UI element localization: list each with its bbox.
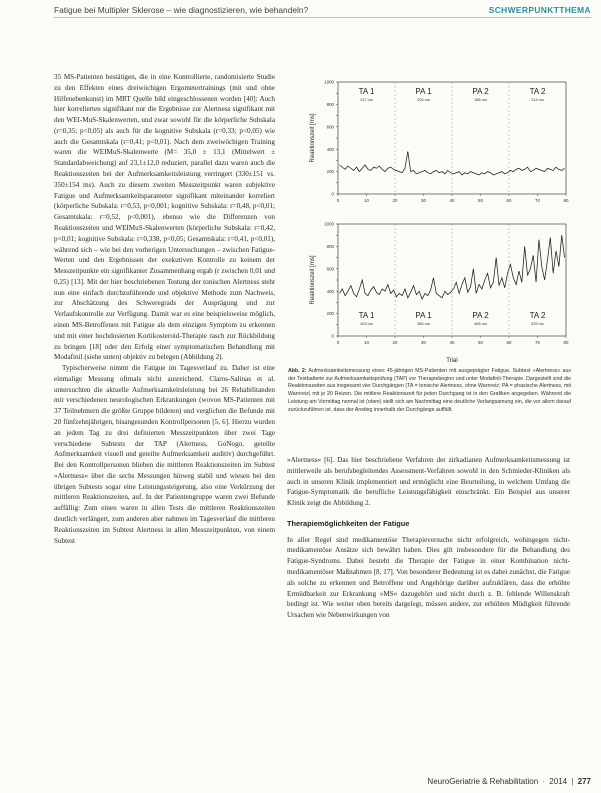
y-tick-label: 800 — [326, 102, 334, 107]
segment-mean: 227 ms — [360, 98, 373, 102]
y-tick-label: 1000 — [324, 79, 334, 85]
left-paragraph-2: Typischerweise nimmt die Fatigue im Tagesverlauf zu. Daher ist eine einmalige Messung oftmals nicht ausreichend. Claros-Salinas et al. untersuchten die aktuelle Aufmerksamkeitsleistung bei 26 Rehabilitanden mit verschiedenen neurologischen Erkrankungen (wovon MS-Patienten mit 37 Teilnehmern die größte Gruppe bildeten) und verglichen die Befunde mit 20 fünfzehnjährigen, bisangesunden Kontrollpersonen [5, 6]. Hierzu wurden an jedem Tag zu drei definierten Messzeitpunkten über zwei Tage verschiedene Subtests der TAP (Alertness, GoNogo, geteilte Aufmerksamkeit visuell und geteilte Aufmerksamkeit auditiv) durchgeführt. Bei den Kontrollpersonen blieben die mittleren Reaktionszeiten im Subtest »Alertness« über die sechs Messungen hinweg stabil und wiesen bei den übrigen Subtests sogar eine Leistungssteigerung, also eine Verkürzung der mittleren Reaktionszeiten, auf. In der Patientengruppe waren zwei Befunde auffällig: Zum einen waren in allen Tests die mittleren Reaktionszeiten deutlich verlängert, zum anderen aber nahmen im Tagesverlauf die mittleren Reaktionszeiten im Subtest Alertness in allen Messzeitpunkten, von einem Subtest — [54, 364, 275, 545]
x-tick-label: 60 — [506, 198, 512, 203]
segment-mean: 186 ms — [474, 98, 487, 102]
y-tick-label: 600 — [326, 266, 334, 272]
left-paragraph-1: 35 MS-Patienten bestätigen, die in eine Kontrollierte, randomisierte Studie zu den Effekten eines dreiwöchigen Ergometertrainings (mit und ohne Hilfenebenkunst) im MRT Quelle bild eingeschlossenen worden [40]: Auch hier korrelierten signifikant nur die Ergebnisse zur Alertness signifikant mit den WEI-MuS-Skalenwerten, und zwar sowohl für die körperliche Subskala (r=0,35; p<0,05) als auch für die kognitive Subskala (r=0,33; p<0,05) wie auch die Gesamtskala (r=0,41; p<0,01). Nach dem zweiwöchigen Training waren die WEIMuS-Skalenwerte (M= 35,0 ± 13,1 (Mittelwert ± Standardabweichung) auf 23,1±12,0 reduziert, parallel dazu waren auch die Reaktionszeiten bei der Aufmerksamkeitsleistung verringert (330±151 vs. 350±154 ms). Auch zu diesem zweiten Messzeitpunkt waren subjektive Fatigue und Aufmerksamkeitsparameter signifikant miteinander korreliert (körperliche Subskala: r=0,53, p<0,001; kognitive Subskala: r=0,48, p<0,01; Gesamtskala: r=0,52, p<0,001), ebenso wie die Differenzen von Reaktionszeiten und WEIMuS-Skalenwerten (körperliche Subskala: r=0,42, p<0,01; kognitive Subskala: r=0,338, p<0,05; Gesamtskala: r=0,41, p<0,01), während sich – wie bei den vorherigen Untersuchungen – zwischen Fatigue-Werten und den Ergebnissen der exekutiven Kontrolle zu keinem der Messzeitpunkte ein signifikanter Zusammenhang ergab (r zwischen 0,01 und 0,25) [13]. Mit der hier beschriebenen Testung der tonischen Alertness steht nun eine einfach durchzuführende und objektive Methode zum Nachweis, zur Abschätzung des Schweregrads der Ausprägung und zur Verlaufskontrolle zur Verfügung. Damit war es eine beispielsweise möglich, einen MS-Betroffenen mit Fatigue als dem einzigen Symptom zu erkennen und mit einer hochdosierten Kortikosteroid-Therapie rasch zur Rückbildung zu bringen [18] oder den Erfolg einer symptomatischen Behandlung mit Modafinil (siehe unten) objektiv zu belegen (Abbildung 2). — [54, 73, 275, 362]
segment-label: PA 1 — [415, 87, 432, 96]
y-axis-label: Reaktionszeit [ms] — [310, 255, 316, 305]
y-axis-label: Reaktionszeit [ms] — [310, 113, 316, 163]
x-tick-label: 70 — [535, 198, 540, 203]
y-tick-label: 400 — [326, 146, 334, 152]
x-tick-label: 30 — [421, 198, 426, 203]
x-tick-label: 70 — [535, 340, 540, 345]
caption-text: Aufmerksamkeitsmessung eines 45-jährigen MS-Patienten mit ausgeprägter Fatigue. Subtest »Alertness« aus der Testbatterie zur Aufmerksamkeitsprüfung (TAP) vor Therapiebeginn und unter Modafinil-Therapie. Dargestellt sind die Reaktionszeiten aus insgesamt vier Durchgängen (TA = tonische Alertness, ohne Warnreiz; PA = phasische Alertness, mit Warnreiz) mit je 20 Reizen. Die mittlere Reaktionszeit für jeden Durchgang ist in den Grafiken angegeben. Während die Leistung am Vormittag normal ist (oben) stellt sich am Nachmittag eine deutliche Verlangsamung ein, die vor allem darauf zurückzuführen ist, dass der Anstieg innerhalb der Durchgänge auffällt. — [288, 368, 572, 413]
footer-journal: NeuroGeriatrie & Rehabilitation — [427, 777, 539, 786]
x-tick-label: 80 — [563, 198, 569, 203]
x-tick-label: 80 — [563, 340, 569, 345]
segment-label: TA 1 — [358, 311, 375, 320]
x-tick-label: 20 — [392, 340, 398, 345]
segment-mean: 214 ms — [531, 98, 544, 102]
right-column — [287, 455, 570, 621]
x-tick-label: 10 — [364, 198, 369, 203]
x-tick-label: 50 — [478, 198, 483, 203]
right-paragraph-2: In aller Regel sind medikamentöse Therapieversuche nicht erfolgreich, wohingegen nicht-medikamentöse Ansätze sich bewährt haben. Dies gilt insbesondere für die Behandlung des Fatigue-Syndroms. Dabei besteht die Therapie der Fatigue in einer Kombination nicht-medikamentöser Maßnahmen [8, 17]. Von besonderer Bedeutung ist es dabei zunächst, die Fatigue als solche zu erkennen und Betroffene und Angehörige darüber aufzuklären, dass die erhöhte Ermüdbarkeit zur Erkrankung »MS« dazugehört und nicht durch z. B. fehlende Willenskraft bedingt ist. Wie weiter oben bereits dargelegt, müssen andere, zur erhöhten Müdigkeit führende Ursachen wie Nebenwirkungen von — [287, 535, 570, 620]
y-tick-label: 200 — [326, 169, 334, 175]
y-tick-label: 600 — [326, 124, 334, 130]
y-tick-label: 800 — [326, 244, 334, 249]
segment-label: PA 2 — [472, 311, 489, 320]
segment-label: PA 2 — [472, 87, 489, 96]
segment-mean: 200 ms — [417, 98, 430, 102]
x-tick-label: 40 — [449, 198, 455, 203]
segment-mean: 403 ms — [360, 322, 373, 326]
x-tick-label: 0 — [336, 340, 340, 345]
caption-label: Abb. 2: — [288, 368, 307, 374]
figure-reaction-times — [288, 72, 574, 372]
reaction-time-charts — [288, 72, 574, 372]
x-tick-label: 20 — [392, 198, 398, 203]
footer-page-number: 277 — [577, 777, 591, 786]
x-tick-label: 40 — [449, 340, 455, 345]
running-header-section: SCHWERPUNKTTHEMA — [488, 5, 591, 15]
segment-label: PA 1 — [415, 311, 432, 320]
y-tick-label: 400 — [326, 288, 334, 294]
right-paragraph-1: »Alertness« [6]. Das hier beschriebene Verfahren der zirkadianen Aufmerksamkeitsmessung ist mittlerweile als berufsbegleitendes Assessment-Verfahren sowohl in den Schmieder-Kliniken als auch in unseren Klinik implementiert und ermöglicht eine Beurteilung, in welchem Umfang die Fatigue-Symptomatik die berufliche Leistungsfähigkeit einschränkt. Ein Beispiel aus unserer Klinik zeigt die Abbildung 2. — [287, 456, 570, 508]
x-axis-label: Trial — [446, 358, 458, 364]
segment-label: TA 2 — [529, 87, 546, 96]
footer-page-separator: | — [571, 777, 574, 786]
page-footer — [427, 777, 591, 786]
running-header-title: Fatigue bei Multipler Sklerose – wie diagnostizieren, wie behandeln? — [54, 5, 309, 15]
y-tick-label: 200 — [326, 311, 334, 317]
segment-mean: 533 ms — [531, 322, 544, 326]
y-tick-label: 1000 — [324, 221, 334, 227]
y-tick-label: 0 — [331, 333, 334, 339]
header-rule — [54, 17, 591, 18]
x-tick-label: 60 — [506, 340, 512, 345]
left-column — [54, 72, 275, 546]
segment-label: TA 2 — [529, 311, 546, 320]
section-heading: Therapiemöglichkeiten der Fatigue — [287, 518, 410, 528]
segment-label: TA 1 — [358, 87, 375, 96]
segment-mean: 465 ms — [474, 322, 487, 326]
x-tick-label: 50 — [478, 340, 483, 345]
footer-journal-separator: · — [542, 777, 546, 786]
segment-mean: 380 ms — [417, 322, 430, 326]
figure-caption — [288, 368, 571, 414]
x-tick-label: 0 — [336, 198, 340, 203]
x-tick-label: 10 — [364, 340, 369, 345]
footer-year: 2014 — [549, 777, 568, 786]
x-tick-label: 30 — [421, 340, 426, 345]
y-tick-label: 0 — [331, 191, 334, 197]
